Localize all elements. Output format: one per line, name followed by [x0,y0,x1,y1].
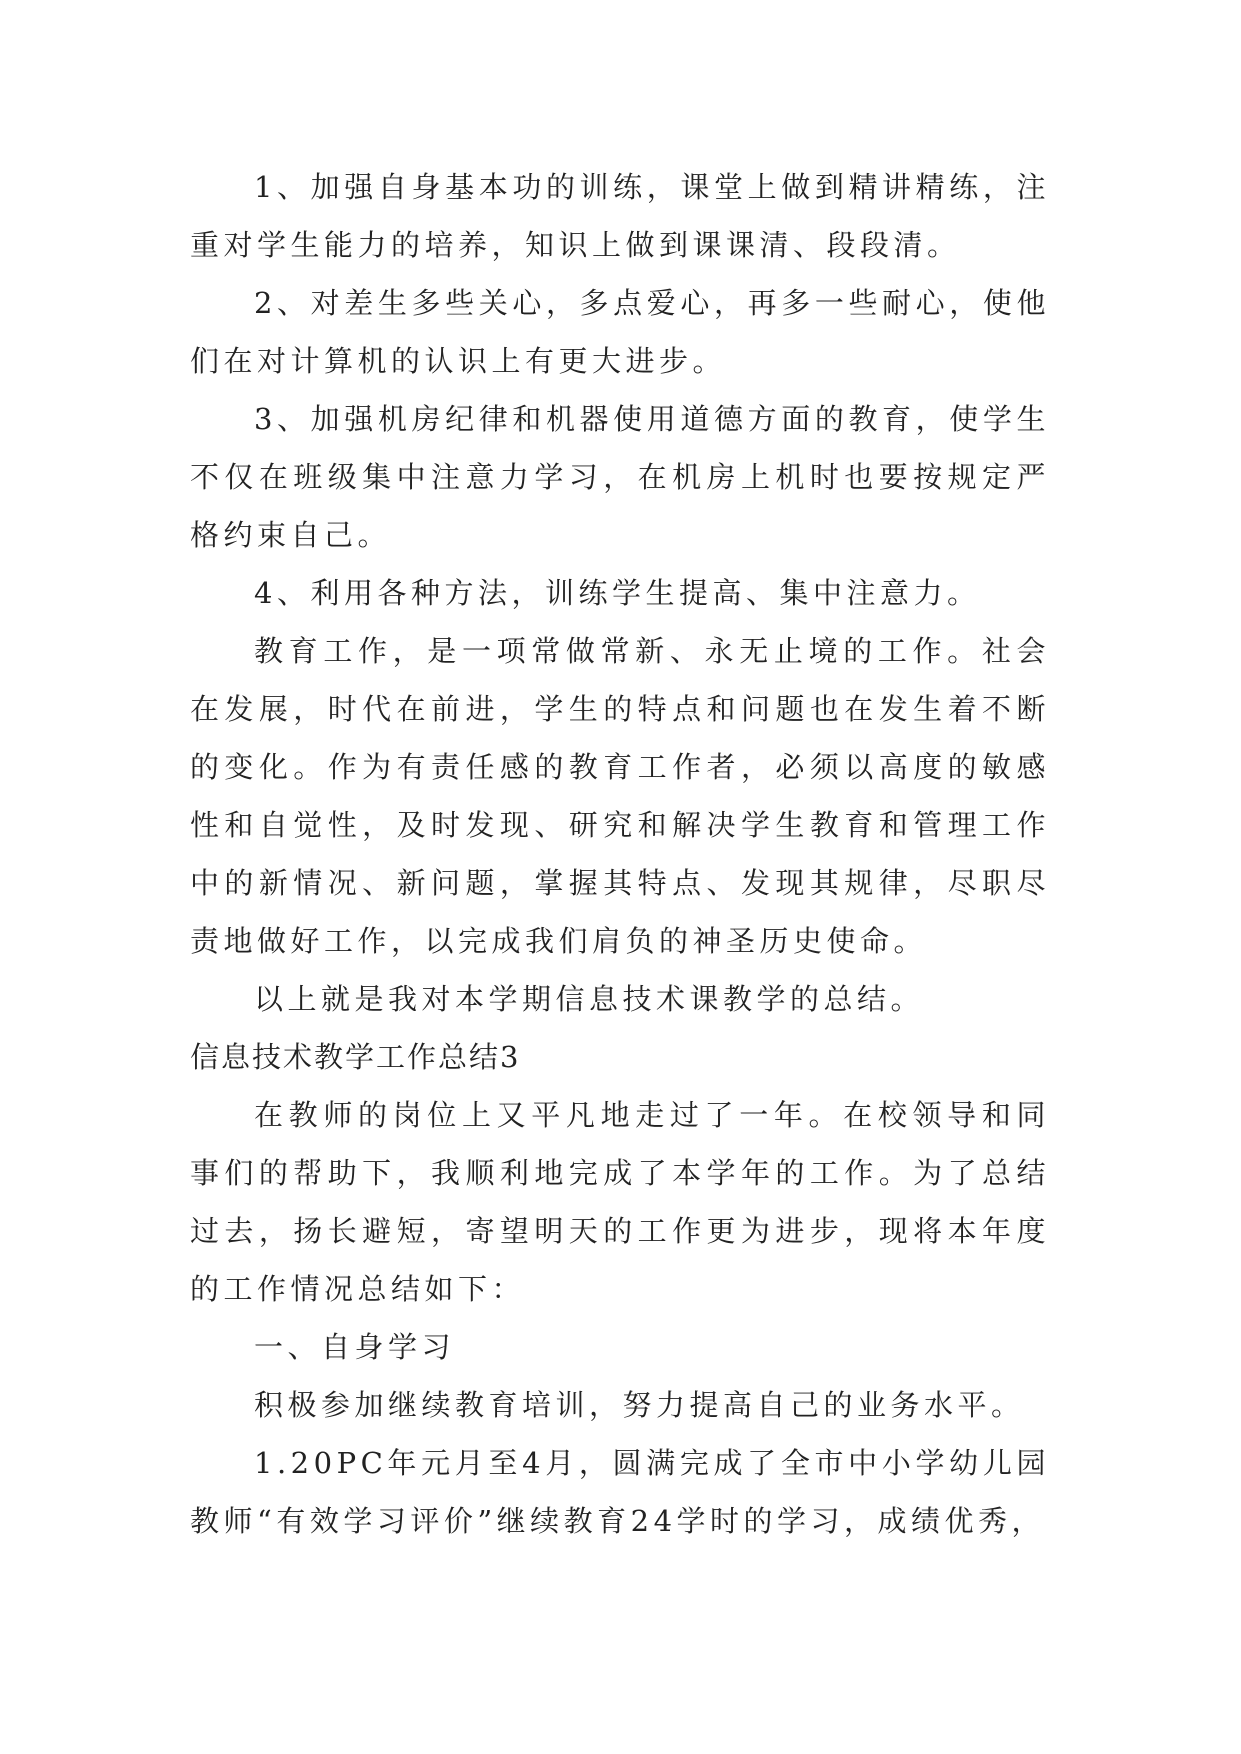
subheading-self-study: 一、自身学习 [254,1330,456,1364]
paragraph-item-3: 3、加强机房纪律和机器使用道德方面的教育，使学生不仅在班级集中注意力学习，在机房上机时也要按规定严格约束自己。 [190,402,1050,552]
section-heading: 信息技术教学工作总结3 [190,1040,521,1074]
paragraph-summary-end: 以上就是我对本学期信息技术课教学的总结。 [254,982,925,1016]
paragraph-item-4: 4、利用各种方法，训练学生提高、集中注意力。 [254,576,981,610]
paragraph-item-continuing-education: 1.20PC年元月至4月，圆满完成了全市中小学幼儿园教师“有效学习评价”继续教育24学时的学习，成绩优秀， [190,1446,1050,1538]
paragraph-item-1: 1、加强自身基本功的训练，课堂上做到精讲精练，注重对学生能力的培养，知识上做到课课清、段段清。 [190,170,1050,262]
paragraph-education-work: 教育工作，是一项常做常新、永无止境的工作。社会在发展，时代在前进，学生的特点和问题也在发生着不断的变化。作为有责任感的教育工作者，必须以高度的敏感性和自觉性，及时发现、研究和解决学生教育和管理工作中的新情况、新问题，掌握其特点、发现其规律，尽职尽责地做好工作，以完成我们肩负的神圣历史使命。 [190,634,1050,958]
paragraph-training: 积极参加继续教育培训，努力提高自己的业务水平。 [254,1388,1025,1422]
paragraph-intro: 在教师的岗位上又平凡地走过了一年。在校领导和同事们的帮助下，我顺利地完成了本学年的工作。为了总结过去，扬长避短，寄望明天的工作更为进步，现将本年度的工作情况总结如下： [190,1098,1050,1306]
document-body [190,158,1050,1550]
paragraph-item-2: 2、对差生多些关心，多点爱心，再多一些耐心，使他们在对计算机的认识上有更大进步。 [190,286,1050,378]
